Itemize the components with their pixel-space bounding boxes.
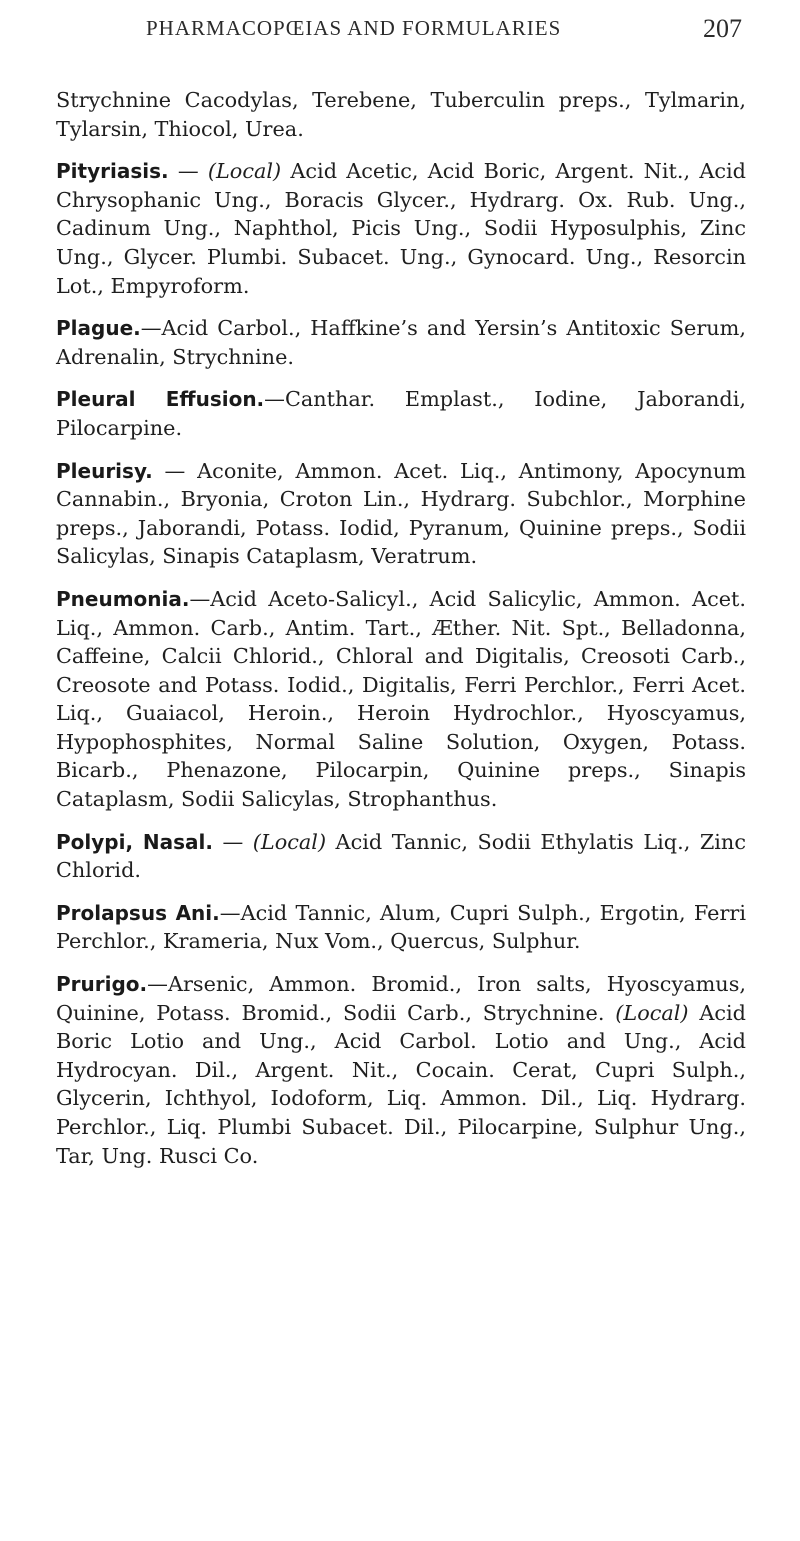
continuation-text: Strychnine Cacodylas, Terebene, Tuberculin preps., Tylmarin, Tylarsin, Thiocol, Urea. [56, 88, 746, 141]
running-head [0, 16, 800, 52]
entry-separator: — [168, 159, 208, 184]
entry-term: Plague. [56, 316, 141, 341]
entry-pleural-effusion [56, 385, 746, 442]
entry-pityriasis [56, 157, 746, 300]
entry-text: Arsenic, Ammon. Bromid., Iron salts, Hyoscyamus, Quinine, Potass. Bromid., Sodii Carb., Strychnine. [56, 972, 746, 1025]
entry-qualifier: (Local) [252, 829, 327, 854]
entry-prolapsus-ani [56, 899, 746, 956]
page-body [56, 86, 746, 1184]
entry-text: Acid Aceto-Salicyl., Acid Salicylic, Ammon. Acet. Liq., Ammon. Carb., Antim. Tart., Æther. Nit. Spt., Belladonna, Caffeine, Calcii Chlorid., Chloral and Digitalis, Creosoti Carb., Creosote and Potass. Iodid., Digitalis, Ferri Perchlor., Ferri Acet. Liq., Guaiacol, Heroin., Heroin Hydrochlor., Hyoscyamus, Hypophosphites, Normal Saline Solution, Oxygen, Potass. Bicarb., Phenazone, Pilocarpin, Quinine preps., Sinapis Cataplasm, Sodii Salicylas, Strophanthus. [56, 586, 746, 812]
entry-term: Pleural Effusion. [56, 387, 265, 412]
entry-separator: — [213, 829, 253, 854]
entry-separator: — [264, 387, 285, 412]
page-number: 207 [703, 14, 742, 43]
entry-text: Aconite, Ammon. Acet. Liq., Antimony, Apocynum Cannabin., Bryonia, Croton Lin., Hydrarg. Subchlor., Morphine preps., Jaborandi, Potass. Iodid, Pyranum, Quinine preps., Sodii Salicylas, Sinapis Cataplasm, Veratrum. [56, 458, 746, 569]
entry-term: Prolapsus Ani. [56, 900, 220, 925]
entry-term: Pityriasis. [56, 159, 169, 184]
entry-term: Pneumonia. [56, 586, 190, 611]
running-title: PHARMACOPŒIAS AND FORMULARIES [146, 16, 562, 40]
entry-separator: — [140, 316, 162, 341]
entry-term: Polypi, Nasal. [56, 829, 213, 854]
entry-term: Prurigo. [56, 972, 148, 997]
entry-qualifier: (Local) [615, 1000, 689, 1025]
entry-qualifier: (Local) [207, 159, 282, 184]
entry-separator: — [189, 586, 211, 611]
entry-text: Acid Tannic, Sodii Ethylatis Liq., Zinc Chlorid. [56, 829, 746, 883]
continuation-paragraph [56, 86, 746, 143]
entry-text: Acid Carbol., Haffkine’s and Yersin’s Antitoxic Serum, Adrenalin, Strychnine. [56, 316, 746, 369]
entry-pneumonia [56, 585, 746, 814]
entry-separator: — [147, 972, 168, 997]
entry-separator: — [152, 458, 198, 483]
entry-prurigo [56, 970, 746, 1170]
entry-text-local: Acid Boric Lotio and Ung., Acid Carbol. Lotio and Ung., Acid Hydrocyan. Dil., Argent. Nit., Cocain. Cerat, Cupri Sulph., Glycerin, Ichthyol, Iodoform, Liq. Ammon. Dil., Liq. Hydrarg. Perchlor., Liq. Plumbi Subacet. Dil., Pilocarpine, Sulphur Ung., Tar, Ung. Rusci Co. [56, 1000, 746, 1168]
entry-text: Acid Tannic, Alum, Cupri Sulph., Ergotin, Ferri Perchlor., Krameria, Nux Vom., Quercus, Sulphur. [56, 900, 747, 954]
entry-text: Acid Acetic, Acid Boric, Argent. Nit., Acid Chrysophanic Ung., Boracis Glycer., Hydrarg. Ox. Rub. Ung., Cadinum Ung., Naphthol, Picis Ung., Sodii Hyposulphis, Zinc Ung., Glycer. Plumbi. Subacet. Ung., Gynocard. Ung., Resorcin Lot., Empyroform. [56, 159, 746, 298]
entry-pleurisy [56, 457, 746, 571]
entry-polypi-nasal [56, 828, 746, 885]
entry-term: Pleurisy. [56, 458, 153, 483]
entry-separator: — [219, 900, 241, 925]
entry-text: Canthar. Emplast., Iodine, Jaborandi, Pilocarpine. [56, 387, 746, 440]
entry-plague [56, 314, 746, 371]
